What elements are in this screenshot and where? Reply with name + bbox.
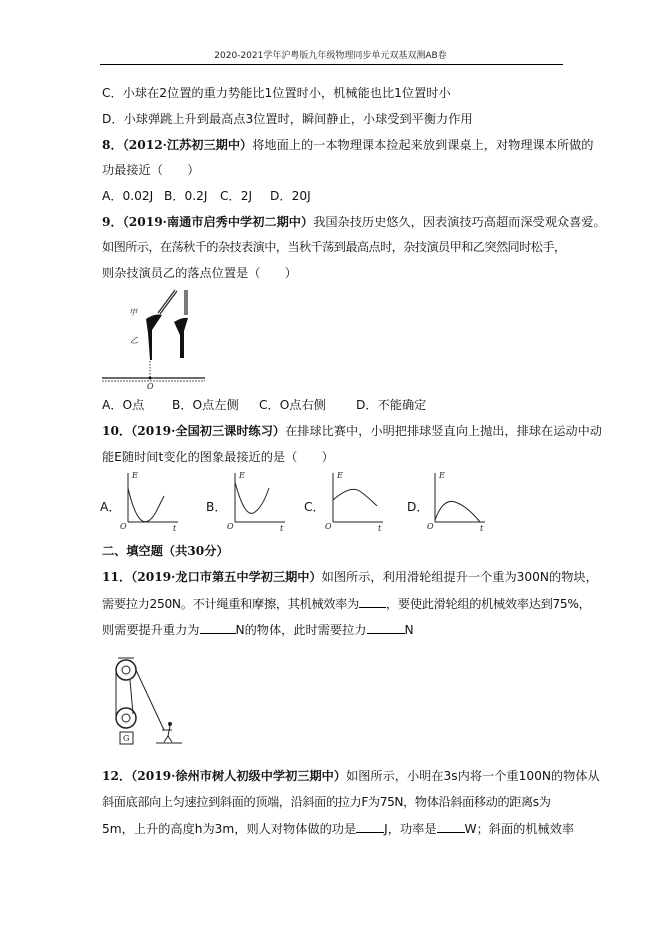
- pulley-system-figure: [100, 652, 210, 752]
- swing-acrobat-figure: [100, 285, 210, 390]
- q10-line2: 能E随时间t变化的图象最接近的是（ ）: [102, 450, 334, 464]
- axis-o: O: [227, 522, 234, 531]
- q9-option-b: B．O点左侧: [172, 398, 239, 412]
- q9-source: （2019·南通市启秀中学初二期中）: [122, 215, 314, 229]
- q12-text: 如图所示，小明在3s内将一个重100N的物体从: [346, 769, 600, 783]
- q8-option-c: C．2J: [220, 189, 253, 203]
- q7-option-c: C．小球在2位置的重力势能比1位置时小，机械能也比1位置时小: [102, 86, 451, 100]
- q8-text: 将地面上的一本物理课本捡起来放到课桌上，对物理课本所做的: [252, 138, 594, 152]
- q9-option-a: A．O点: [102, 398, 145, 412]
- q11-line2: [102, 595, 591, 612]
- section-fill-in-heading: [102, 543, 229, 559]
- axis-t: t: [173, 524, 177, 532]
- q8-line2: 功最接近（ ）: [102, 163, 200, 177]
- q10-option-a: A．: [100, 500, 121, 514]
- q8-option-a: A．0.02J: [102, 189, 154, 203]
- axis-o: O: [427, 522, 434, 531]
- q8-option-d: D．20J: [270, 189, 311, 203]
- q11-text: N: [404, 623, 414, 637]
- q11-text: 如图所示，利用滑轮组提升一个重为300N的物块，: [321, 570, 598, 584]
- q8-option-b: B．0.2J: [164, 189, 208, 203]
- q12-line2: 斜面底部向上匀速拉到斜面的顶端，沿斜面的拉力F为75N，物体沿斜面移动的距离s为: [102, 795, 551, 809]
- axis-e: E: [132, 471, 138, 480]
- header-divider: [100, 64, 563, 65]
- q12-line3: [102, 820, 574, 837]
- graph-d: [425, 470, 487, 532]
- q8-number: 8．: [102, 138, 123, 152]
- page-header: 2020-2021学年沪粤版九年级物理同步单元双基双测AB卷: [214, 51, 447, 61]
- q9-option-d: D．不能确定: [356, 398, 427, 412]
- q10-option-c: C．: [304, 500, 325, 514]
- q9-line3: 则杂技演员乙的落点位置是（ ）: [102, 266, 297, 280]
- q8-line1: [102, 137, 594, 153]
- q9-option-c: C．O点右侧: [259, 398, 326, 412]
- answer-blank-power[interactable]: [437, 820, 465, 833]
- q9-number: 9．: [102, 215, 123, 229]
- axis-e: E: [337, 471, 343, 480]
- q10-option-b: B．: [206, 500, 227, 514]
- q10-line1: [102, 423, 602, 439]
- q12-text: J，功率是: [384, 822, 437, 836]
- q11-number: 11．: [102, 570, 132, 584]
- q10-option-d: D．: [407, 500, 429, 514]
- q12-number: 12．: [102, 769, 132, 783]
- q11-text: 则需要提升重力为: [102, 623, 200, 637]
- weight-label: G: [123, 734, 130, 743]
- axis-o: O: [325, 522, 332, 531]
- q11-text: 需要拉力250N。不计绳重和摩擦，其机械效率为: [102, 597, 360, 611]
- graph-b: [225, 470, 287, 532]
- axis-o: O: [120, 522, 127, 531]
- q9-text: 我国杂技历史悠久，因表演技巧高超而深受观众喜爱。: [313, 215, 606, 229]
- answer-blank-efficiency[interactable]: [359, 595, 386, 608]
- label-o: O: [147, 382, 154, 390]
- axis-t: t: [480, 524, 484, 532]
- q11-text: N的物体，此时需要拉力: [235, 623, 367, 637]
- q11-line3: [102, 621, 414, 638]
- q12-text: 5m，上升的高度h为3m，则人对物体做的功是: [102, 822, 357, 836]
- q10-text: 在排球比赛中，小明把排球竖直向上抛出，排球在运动中动: [285, 424, 602, 438]
- q10-number: 10．: [102, 424, 132, 438]
- graph-c: [323, 470, 385, 532]
- axis-e: E: [439, 471, 445, 480]
- q8-options: [102, 188, 311, 204]
- q9-line1: [102, 214, 606, 230]
- q7-option-d: D．小球弹跳上升到最高点3位置时，瞬间静止，小球受到平衡力作用: [102, 112, 473, 126]
- q9-line2: 如图所示，在荡秋千的杂技表演中，当秋千荡到最高点时，杂技演员甲和乙突然同时松手，: [102, 240, 566, 254]
- axis-e: E: [239, 471, 245, 480]
- q11-line1: [102, 569, 598, 585]
- q12-text: W；斜面的机械效率: [464, 822, 575, 836]
- answer-blank-work[interactable]: [356, 820, 384, 833]
- q11-source: （2019·龙口市第五中学初三期中）: [131, 570, 322, 584]
- q8-source: （2012·江苏初三期中）: [122, 138, 253, 152]
- q11-text: ，要使此滑轮组的机械效率达到75%，: [386, 597, 591, 611]
- q12-source: （2019·徐州市树人初级中学初三期中）: [131, 769, 347, 783]
- axis-t: t: [280, 524, 284, 532]
- graph-a: [118, 470, 180, 532]
- q12-line1: [102, 768, 600, 784]
- label-jia: 甲: [129, 308, 137, 317]
- axis-t: t: [378, 524, 382, 532]
- section-title: 二、填空题（共30分）: [102, 544, 229, 558]
- answer-blank-weight[interactable]: [200, 621, 236, 634]
- q10-source: （2019·全国初三课时练习）: [131, 424, 286, 438]
- label-yi: 乙: [130, 336, 138, 345]
- q9-options: [102, 397, 426, 413]
- answer-blank-force[interactable]: [367, 621, 405, 634]
